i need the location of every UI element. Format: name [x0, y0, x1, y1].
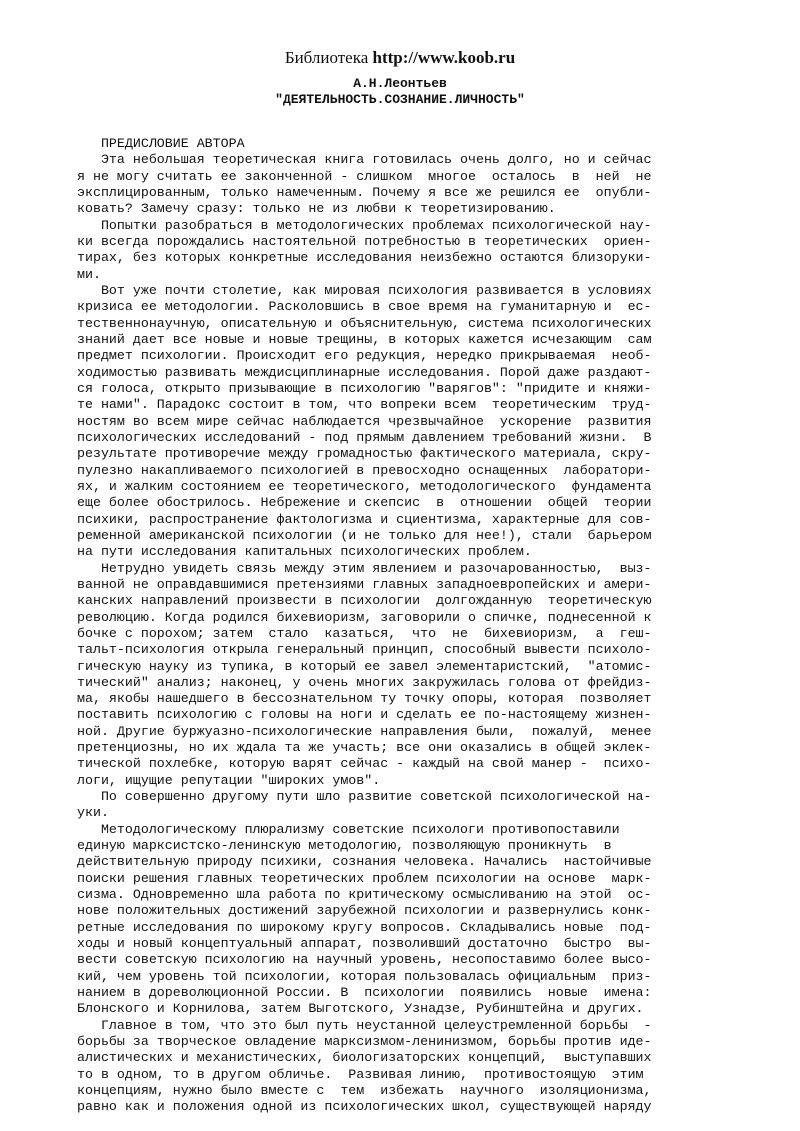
text-line: то в одном, то в другом обличье. Развивая линию, противостоящую этим [77, 1066, 644, 1082]
library-label: Библиотека [284, 48, 373, 67]
text-line: я не могу считать ее законченной - слишком многое осталось в ней не [77, 168, 652, 184]
text-line: пулезно накапливаемого психологией в превосходно оснащенных лаборатори- [77, 462, 652, 478]
text-line: ностям во всем мире сейчас наблюдается чрезвычайное ускорение развития [77, 413, 652, 429]
text-line: Вот уже почти столетие, как мировая психология развивается в условиях [77, 282, 652, 298]
author-name: А.Н.Леонтьев [353, 76, 447, 91]
text-line: алистических и механистических, биологизаторских концепций, выступавших [77, 1050, 652, 1066]
text-line: равно как и положения одной из психологических школ, существующей наряду [77, 1099, 652, 1115]
text-line: поставить психологию с головы на ноги и сделать ее по-настоящему жизнен- [77, 707, 652, 723]
text-line: знаний дает все новые и новые трещины, в которых кажется исчезающим сам [77, 331, 652, 347]
text-line: результате противоречие между громадностью фактического материала, скру- [77, 446, 652, 462]
text-line: ки всегда порождались настоятельной потребностью в теоретических ориен- [77, 233, 652, 249]
text-line: концепциям, нужно было вместе с тем избежать научного изоляционизма, [77, 1083, 652, 1099]
text-line: ванной не оправдавшимися претензиями главных западноевропейских и амери- [77, 576, 652, 592]
text-line: Попытки разобраться в методологических проблемах психологической нау- [77, 217, 652, 233]
text-line: ми. [77, 266, 101, 282]
text-line: ся голоса, открыто призывающие в психологию "варягов": "придите и княжи- [77, 380, 652, 396]
text-line: нанием в дореволюционной России. В психологии появились новые имена: [77, 985, 652, 1001]
library-url[interactable]: http://www.koob.ru [372, 48, 516, 67]
text-line: вести советскую психологию на научный уровень, несопоставимо более высо- [77, 952, 652, 968]
text-line: тический" анализ; наконец, у очень многих закружилась голова от фрейдиз- [77, 674, 652, 690]
text-line: ковать? Замечу сразу: только не из любви к теоретизированию. [77, 201, 556, 217]
text-line: Эта небольшая теоретическая книга готовилась очень долго, но и сейчас [77, 152, 652, 168]
text-line: Главное в том, что это был путь неустанной целеустремленной борьбы - [77, 1017, 652, 1033]
text-line: ях, и жалким состоянием ее теоретического, методологического фундамента [77, 478, 652, 494]
text-line: борьбы за творческое овладение марксизмом-ленинизмом, борьбы против иде- [77, 1034, 652, 1050]
text-line: кий, чем уровень той психологии, которая пользовалась официальным приз- [77, 968, 652, 984]
text-line: ной. Другие буржуазно-психологические направления были, пожалуй, менее [77, 723, 652, 739]
book-title: "ДЕЯТЕЛЬНОСТЬ.СОЗНАНИЕ.ЛИЧНОСТЬ" [275, 92, 525, 107]
text-line: сизма. Одновременно шла работа по критическому осмысливанию на этой ос- [77, 887, 652, 903]
text-line: ременной американской психологии (и не только для нее!), стали барьером [77, 527, 652, 543]
text-line: ма, якобы нашедшего в бессознательном ту точку опоры, которая позволяет [77, 691, 652, 707]
text-line: Методологическому плюрализму советские психологи противопоставили [77, 821, 620, 837]
text-line: революцию. Когда родился бихевиоризм, заговорили о спичке, поднесенной к [77, 609, 652, 625]
text-line: претенциозны, но их ждала та же участь; все они оказались в общей эклек- [77, 740, 652, 756]
text-line: тальт-психология открыла генеральный принцип, способный вывести психоло- [77, 642, 652, 658]
text-line: на пути исследования капитальных психологических проблем. [77, 544, 532, 560]
text-line: Нетрудно увидеть связь между этим явлением и разочарованностью, выз- [77, 560, 652, 576]
text-line: ретные исследования по широкому кругу вопросов. Складывались новые под- [77, 919, 652, 935]
text-line: По совершенно другому пути шло развитие советской психологической на- [77, 789, 652, 805]
text-line: единую марксистско-ленинскую методологию, позволяющую проникнуть в [77, 838, 612, 854]
preface-body [77, 136, 661, 1116]
text-line: тической похлебке, которую варят сейчас - каждый на свой манер - психо- [77, 756, 652, 772]
text-line: канских направлений произвести в психологии долгожданную теоретическую [77, 593, 652, 609]
text-line: бочке с порохом; затем стало казаться, что не бихевиоризм, а геш- [77, 625, 652, 641]
text-line: психологических исследований - под прямым давлением требований жизни. В [77, 429, 652, 445]
text-line: ходимостью развивать междисциплинарные исследования. Порой даже раздают- [77, 364, 652, 380]
section-heading: ПРЕДИСЛОВИЕ АВТОРА [77, 136, 245, 151]
text-line: психики, распространение фактологизма и сциентизма, характерные для сов- [77, 511, 652, 527]
text-line: ходы и новый концептуальный аппарат, позволивший достаточно быстро вы- [77, 936, 652, 952]
text-line: тирах, без которых конкретные исследования неизбежно остаются близоруки- [77, 250, 652, 266]
text-line: кризиса ее методологии. Расколовшись в свое время на гуманитарную и ес- [77, 299, 652, 315]
text-line: гическую науку из тупика, в который ее завел элементаристский, "атомис- [77, 658, 652, 674]
text-line: нове положительных достижений зарубежной психологии и развернулись конк- [77, 903, 652, 919]
title-block [0, 76, 800, 108]
text-line: Блонского и Корнилова, затем Выготского, Узнадзе, Рубинштейна и других. [77, 1001, 644, 1017]
library-header [0, 47, 800, 69]
text-line: уки. [77, 805, 109, 821]
text-line: предмет психологии. Происходит его редукция, нередко прикрываемая необ- [77, 348, 652, 364]
text-line: те нами". Парадокс состоит в том, что вопреки всем теоретическим труд- [77, 397, 652, 413]
text-line: эксплицированным, только намеченным. Почему я все же решился ее опубли- [77, 184, 652, 200]
text-line: логи, ищущие репутации "широких умов". [77, 772, 381, 788]
text-line: действительную природу психики, сознания человека. Начались настойчивые [77, 854, 652, 870]
text-line: поиски решения главных теоретических проблем психологии на основе марк- [77, 870, 652, 886]
text-line: тественнонаучную, описательную и объяснительную, система психологических [77, 315, 652, 331]
text-line: еще более обострилось. Небрежение и скепсис в отношении общей теории [77, 495, 652, 511]
